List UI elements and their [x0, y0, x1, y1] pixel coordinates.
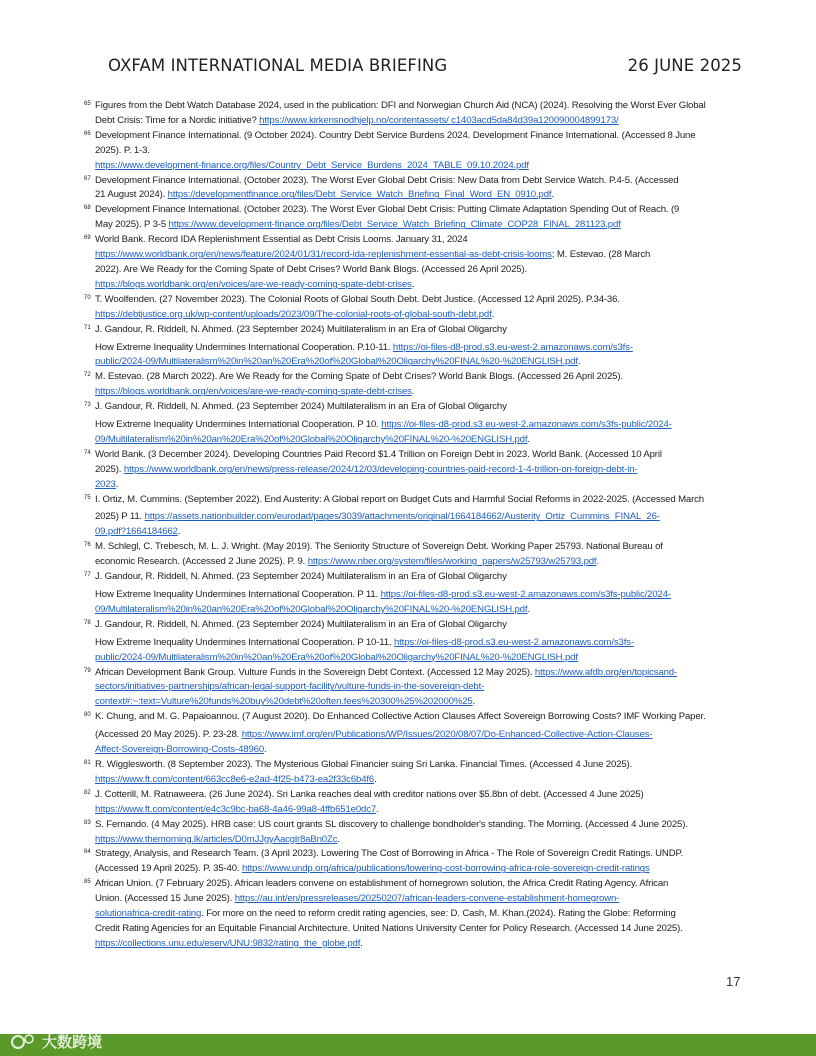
endnote-82	[84, 788, 752, 818]
endnote-number: 67	[84, 175, 91, 182]
endnote-line	[95, 618, 752, 633]
citation-text: .	[472, 696, 476, 708]
endnote-77	[84, 570, 752, 618]
citation-text: K. Chung, and M. G. Papaioannou. (7 August 2020). Do Enhanced Collective Action Clauses Affect Sovereign Borrowing Costs? IMF Working Paper.	[95, 711, 706, 723]
citation-text: Figures from the Debt Watch Database 2024, used in the publication: DFI and Norwegian Church Aid (NCA) (2024). Resolving the Worst Ever Global	[95, 100, 706, 111]
reference-link[interactable]: https://debtjustice.org.uk/wp-content/uploads/2023/09/The-colonial-roots-of-global-south-debt.pdf	[95, 308, 492, 320]
endnote-line	[95, 555, 752, 570]
citation-text: .	[264, 744, 267, 756]
citation-text: 2025) P 11.	[95, 511, 145, 523]
reference-link[interactable]: https://www.kirkensnodhjelp.no/contentassets/ c1403acd5da84d39a120090004899173/	[259, 114, 619, 126]
citation-text: .	[177, 526, 181, 538]
endnote-69	[84, 233, 752, 293]
endnote-line	[95, 510, 752, 525]
endnote-line	[95, 463, 752, 478]
endnote-line	[95, 877, 752, 892]
citation-text: 21 August 2024).	[95, 189, 168, 201]
citation-text: M. Estevao. (28 March 2022). Are We Ready for the Coming Spate of Debt Crises? World Bank Blogs. (Accessed 26 April 2025).	[95, 371, 623, 383]
endnote-line	[95, 144, 752, 159]
endnote-line	[95, 129, 752, 144]
endnote-number: 73	[84, 402, 91, 409]
reference-link[interactable]: 2023	[95, 478, 116, 490]
endnote-line	[95, 847, 752, 862]
reference-link[interactable]: https://www.worldbank.org/en/news/press-release/2024/12/03/developing-countries-paid-record-1-4-trillion-on-foreign-debt-in-	[123, 463, 638, 475]
endnote-70	[84, 293, 752, 323]
endnote-line	[95, 695, 752, 710]
citation-text: .	[411, 386, 415, 398]
endnote-number: 66	[84, 130, 91, 137]
endnote-line	[95, 818, 752, 833]
endnote-line	[95, 433, 752, 448]
page-number: 17	[726, 974, 741, 989]
citation-text: J. Gandour, R. Riddell, N. Ahmed. (23 September 2024) Multilateralism in an Era of Global Oligarchy	[95, 401, 507, 413]
endnote-line	[95, 666, 752, 681]
endnote-line	[95, 603, 752, 618]
endnote-number: 84	[84, 849, 91, 856]
citation-text: World Bank. Record IDA Replenishment Essential as Debt Crisis Looms. January 31, 2024	[95, 234, 468, 246]
citation-text: S. Fernando. (4 May 2025). HRB case: US court grants SL discovery to challenge bondholder's standing. The Morning. (Accessed 4 June 2025).	[95, 818, 688, 830]
endnote-number: 71	[84, 324, 91, 331]
endnote-line	[95, 773, 752, 788]
endnote-line	[95, 400, 752, 415]
watermark	[10, 1031, 102, 1052]
endnote-line	[95, 570, 752, 585]
reference-link[interactable]: https://au.int/en/pressreleases/20250207/african-leaders-convene-establishment-homegrown-	[234, 893, 620, 905]
endnote-number: 75	[84, 494, 91, 501]
endnote-line	[95, 114, 752, 129]
citation-text: .	[596, 556, 599, 568]
reference-link[interactable]: https://www.worldbank.org/en/news/feature/2024/01/31/record-ida-replenishment-essential-as-debt-crisis-looms	[95, 249, 552, 261]
endnote-line	[95, 680, 752, 695]
citation-text: .	[411, 278, 415, 290]
citation-text: 2022). Are We Ready for the Coming Spate of Debt Crises? World Bank Blogs. (Accessed 26 April 2025).	[95, 263, 528, 275]
citation-text: 2025). P. 1-3.	[95, 144, 150, 156]
reference-link[interactable]: https://blogs.worldbank.org/en/voices/are-we-ready-coming-spate-debt-crises	[95, 278, 412, 290]
endnote-74	[84, 448, 752, 493]
citation-text: .	[374, 773, 377, 785]
endnote-number: 80	[84, 712, 91, 719]
citation-text: May 2025). P 3-5	[95, 219, 169, 231]
endnote-number: 72	[84, 372, 91, 379]
watermark-logo-icon	[10, 1032, 38, 1052]
endnote-line	[95, 907, 752, 922]
endnote-number: 82	[84, 789, 91, 796]
reference-link[interactable]: sectors/initiatives-partnerships/african-legal-support-facility/vulture-funds-in-the-sovereign-debt-	[95, 681, 485, 693]
citation-text: Development Finance International. (October 2023). The Worst Ever Global Debt Crisis: Putting Climate Adaptation Spending Out of Reach. (9	[95, 204, 680, 216]
citation-text: How Extreme Inequality Undermines International Cooperation. P 11.	[95, 589, 381, 600]
reference-link[interactable]: Affect-Sovereign-Borrowing-Costs-48960	[95, 744, 265, 756]
citation-text: I. Ortiz, M. Cummins. (September 2022). End Austerity: A Global report on Budget Cuts and Harmful Social Reforms in 2022-2025. (Accessed March	[95, 493, 704, 505]
endnote-line	[95, 743, 752, 758]
endnote-line	[95, 370, 752, 385]
reference-link[interactable]: https://developmentfinance.org/files/Debt_Service_Watch_Briefing_Final_Word_EN_0910.pdf	[167, 189, 552, 201]
endnote-line	[95, 588, 752, 603]
endnote-line	[95, 493, 752, 508]
citation-text: J. Gandour, R. Riddell, N. Ahmed. (23 September 2024) Multilateralism in an Era of Global Oligarchy	[95, 618, 507, 630]
citation-text: African Union. (7 February 2025). African leaders convene on establishment of homegrown solution, the Africa Credit Rating Agency. African	[95, 878, 669, 890]
endnote-line	[95, 159, 752, 174]
citation-text: Development Finance International. (October 2023). The Worst Ever Global Debt Crisis: New Data from Debt Service Watch. P.4-5. (Accessed	[95, 174, 679, 186]
citation-text: .	[527, 433, 530, 445]
endnote-line	[95, 833, 752, 848]
endnote-line	[95, 99, 752, 114]
endnote-line	[95, 203, 752, 218]
citation-text: J. Gandour, R. Riddell, N. Ahmed. (23 September 2024) Multilateralism in an Era of Global Oligarchy	[95, 323, 507, 335]
reference-link[interactable]: context#:~:text=Vulture%20funds%20buy%20debt%20often.fees%20300%25%202000%25	[95, 696, 473, 708]
citation-text: Credit Rating Agencies for an Equitable Financial Architecture. United Nations University Center for Policy Research. (Accessed 14 June 2025).	[95, 922, 683, 934]
page-header	[108, 56, 742, 80]
endnote-line	[95, 478, 752, 493]
endnote-line	[95, 448, 752, 463]
reference-link[interactable]: https://oi-files-d8-prod.s3.eu-west-2.amazonaws.com/s3fs-public/2024-	[381, 419, 672, 431]
endnote-line	[95, 355, 752, 370]
endnote-number: 74	[84, 449, 91, 456]
endnote-65	[84, 99, 752, 129]
endnote-line	[95, 174, 752, 189]
citation-text: .	[527, 603, 530, 615]
citation-text: Union. (Accessed 15 June 2025).	[95, 893, 235, 905]
reference-link[interactable]: https://www.development-finance.org/files/Country_Debt_Service_Burdens_2024_TABLE_09.10.2024.pdf	[95, 159, 529, 171]
reference-link[interactable]: 09/Multilateralism%20in%20an%20Era%20of%20Global%20Oligarchy%20FINAL%20-%20ENGLISH.pdf	[95, 433, 528, 445]
citation-text: .	[551, 189, 554, 201]
citation-text: (Accessed 19 April 2025). P. 35-40.	[95, 863, 242, 875]
reference-link[interactable]: 09/Multilateralism%20in%20an%20Era%20of%20Global%20Oligarchy%20FINAL%20-%20ENGLISH.pdf	[95, 603, 528, 615]
citation-text: T. Woolfenden. (27 November 2023). The Colonial Roots of Global South Debt. Debt Justice. (Accessed 12 April 2025). P.34-36.	[95, 293, 620, 305]
endnote-line	[95, 636, 752, 651]
endnote-75	[84, 493, 752, 541]
endnote-line	[95, 233, 752, 248]
endnote-number: 65	[84, 101, 91, 107]
reference-link[interactable]: https://www.ft.com/content/e4c3c9bc-ba68-4a46-99a8-4ffb651e0dc7	[95, 803, 377, 815]
citation-text: Strategy, Analysis, and Research Team. (3 April 2023). Lowering The Cost of Borrowing in Africa - The Role of Sovereign Credit Ratings. UNDP.	[95, 848, 683, 860]
endnote-line	[95, 418, 752, 433]
endnote-81	[84, 758, 752, 788]
citation-text: M. Schlegl, C. Trebesch, M. L. J. Wright. (May 2019). The Seniority Structure of Sovereign Debt. Working Paper 25793. National Bureau of	[95, 541, 663, 553]
reference-link[interactable]: https://blogs.worldbank.org/en/voices/are-we-ready-coming-spate-debt-crises	[95, 386, 412, 398]
endnote-line	[95, 341, 752, 356]
citation-text: ; M. Estevao. (28 March	[551, 249, 651, 261]
endnote-line	[95, 922, 752, 937]
endnotes-list	[84, 99, 752, 952]
citation-text: Development Finance International. (9 October 2024). Country Debt Service Burdens 2024. Development Finance International. (Accessed 8 June	[95, 129, 696, 141]
endnote-68	[84, 203, 752, 233]
citation-text: How Extreme Inequality Undermines International Cooperation. P.10-11.	[95, 341, 393, 353]
citation-text: .	[337, 833, 340, 845]
watermark-text: 大数跨境	[42, 1034, 103, 1051]
reference-link[interactable]: https://www.imf.org/en/Publications/WP/Issues/2020/08/07/Do-Enhanced-Collective-Action-Clauses-	[241, 729, 653, 741]
citation-text: African Development Bank Group. Vulture Funds in the Sovereign Debt Context. (Accessed 12 May 2025).	[95, 666, 535, 678]
endnote-line	[95, 525, 752, 540]
reference-link[interactable]: https://oi-files-d8-prod.s3.eu-west-2.amazonaws.com/s3fs-	[392, 341, 633, 353]
endnote-number: 83	[84, 819, 91, 826]
endnote-line	[95, 248, 752, 263]
citation-text: How Extreme Inequality Undermines International Cooperation. P 10-11.	[95, 636, 394, 648]
citation-text: How Extreme Inequality Undermines International Cooperation. P 10.	[95, 419, 382, 431]
reference-link[interactable]: https://oi-files-d8-prod.s3.eu-west-2.amazonaws.com/s3fs-	[393, 636, 634, 648]
reference-link[interactable]: https://www.development-finance.org/files/Debt_Service_Watch_Briefing_Climate_COP28_FINAL_281123.pdf	[168, 219, 621, 231]
reference-link[interactable]: https://www.undp.org/africa/publications/lowering-cost-borrowing-africa-role-sovereign-credit-ratings	[241, 863, 650, 875]
endnote-line	[95, 293, 752, 308]
endnote-85	[84, 877, 752, 952]
endnote-80	[84, 710, 752, 758]
endnote-number: 69	[84, 235, 91, 242]
endnote-number: 79	[84, 667, 91, 674]
reference-link[interactable]: public/2024-09/Multilateralism%20in%20an%20Era%20of%20Global%20Oligarchy%20FINAL%20-%20ENGLISH.pdf	[95, 651, 578, 663]
citation-text: . For more on the need to reform credit rating agencies, see: D. Cash, M. Khan.(2024). Rating the Globe: Reforming	[201, 908, 676, 920]
endnote-line	[95, 308, 752, 323]
endnote-line	[95, 710, 752, 725]
endnote-78	[84, 618, 752, 666]
endnote-76	[84, 540, 752, 570]
endnote-79	[84, 666, 752, 711]
citation-text: .	[491, 308, 495, 320]
endnote-line	[95, 540, 752, 555]
citation-text: World Bank. (3 December 2024). Developing Countries Paid Record $1.4 Trillion on Foreign Debt in 2023. World Bank. (Accessed 10 April	[95, 448, 662, 460]
endnote-line	[95, 188, 752, 203]
endnote-66	[84, 129, 752, 174]
endnote-line	[95, 263, 752, 278]
reference-link[interactable]: https://www.ft.com/content/663cc8e6-e2ad-4f25-b473-ea2f33c6b4f6	[95, 773, 375, 785]
endnote-71	[84, 323, 752, 371]
reference-link[interactable]: https://assets.nationbuilder.com/eurodad/pages/3039/attachments/original/1664184662/Austerity_Ortiz_Cummins_FINAL_26-	[144, 511, 660, 523]
endnote-number: 70	[84, 294, 91, 301]
citation-text: .	[360, 937, 363, 949]
endnote-83	[84, 818, 752, 848]
citation-text: J. Cotterill, M. Ratnaweera. (26 June 2024). Sri Lanka reaches deal with creditor nations over $5.8bn of debt. (Accessed 4 June 2025)	[95, 788, 644, 800]
header-title: OXFAM INTERNATIONAL MEDIA BRIEFING	[108, 56, 448, 75]
reference-link[interactable]: https://collections.unu.edu/eserv/UNU:9832/rating_the_globe.pdf	[95, 937, 361, 949]
reference-link[interactable]: 09.pdf?1664184662	[95, 526, 178, 538]
reference-link[interactable]: solutionafrica-credit-rating	[95, 908, 202, 920]
endnote-line	[95, 385, 752, 400]
citation-text: J. Gandour, R. Riddell, N. Ahmed. (23 September 2024) Multilateralism in an Era of Global Oligarchy	[95, 571, 507, 583]
citation-text: (Accessed 20 May 2025). P. 23-28.	[95, 729, 242, 741]
endnote-73	[84, 400, 752, 448]
footer-band	[0, 1034, 816, 1056]
endnote-line	[95, 728, 752, 743]
reference-link[interactable]: https://www.themorning.lk/articles/D0mJJgyAacglr8aBn0Zc	[95, 833, 338, 845]
citation-text: Debt Crisis: Time for a Nordic initiative?	[95, 114, 260, 126]
endnote-line	[95, 323, 752, 338]
citation-text: .	[115, 478, 119, 490]
endnote-line	[95, 651, 752, 666]
citation-text: R. Wigglesworth. (8 September 2023). The Mysterious Global Financier suing Sri Lanka. Financial Times. (Accessed 4 June 2025).	[95, 758, 633, 770]
citation-text: .	[577, 356, 581, 368]
reference-link[interactable]: https://www.afdb.org/en/topicsand-	[534, 666, 677, 678]
endnote-number: 85	[84, 879, 91, 886]
endnote-line	[95, 758, 752, 773]
citation-text: .	[376, 803, 379, 815]
reference-link[interactable]: https://www.nber.org/system/files/working_papers/w25793/w25793.pdf	[307, 556, 597, 568]
endnote-line	[95, 218, 752, 233]
endnote-number: 77	[84, 572, 91, 579]
reference-link[interactable]: public/2024-09/Multilateralism%20in%20an%20Era%20of%20Global%20Oligarchy%20FINAL%20-%20ENGLISH.pdf	[95, 356, 578, 368]
citation-text: economic Research. (Accessed 2 June 2025). P. 9.	[95, 556, 308, 568]
endnote-number: 68	[84, 205, 91, 212]
endnote-67	[84, 174, 752, 204]
endnote-line	[95, 278, 752, 293]
endnote-84	[84, 847, 752, 877]
citation-text: 2025).	[95, 463, 124, 475]
endnote-line	[95, 788, 752, 803]
endnote-line	[95, 803, 752, 818]
endnote-line	[95, 892, 752, 907]
endnote-number: 76	[84, 542, 91, 549]
endnote-line	[95, 862, 752, 877]
header-date: 26 JUNE 2025	[627, 56, 742, 75]
endnote-line	[95, 937, 752, 952]
endnote-number: 81	[84, 759, 91, 766]
endnote-72	[84, 370, 752, 400]
reference-link[interactable]: https://oi-files-d8-prod.s3.eu-west-2.amazonaws.com/s3fs-public/2024-	[380, 589, 671, 600]
endnote-number: 78	[84, 619, 91, 626]
